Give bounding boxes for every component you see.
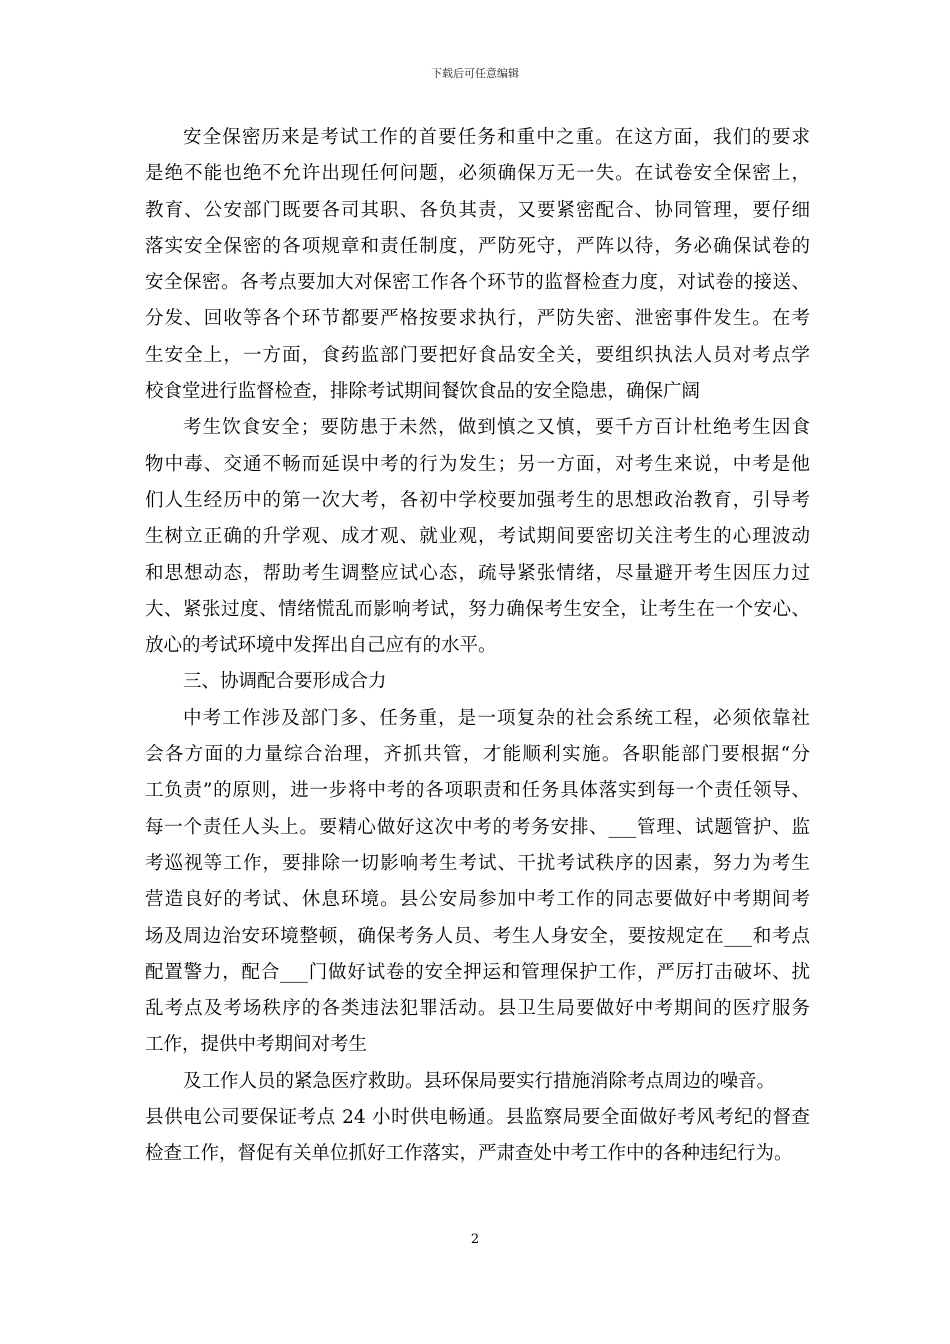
- text-line: 大、紧张过度、情绪慌乱而影响考试，努力确保考生安全，让考生在一个安心、: [145, 598, 810, 620]
- text-line: 教育、公安部门既要各司其职、各负其责，又要紧密配合、协同管理，要仔细: [145, 199, 810, 221]
- text-line: 放心的考试环境中发挥出自己应有的水平。: [145, 635, 497, 657]
- text-line: 考生饮食安全；要防患于未然，做到慎之又慎，要千方百计杜绝考生因食: [183, 417, 810, 439]
- text-line: 安全保密。各考点要加大对保密工作各个环节的监督检查力度，对试卷的接送、: [145, 272, 810, 294]
- text-line: 是绝不能也绝不允许出现任何问题，必须确保万无一失。在试卷安全保密上，: [145, 163, 810, 185]
- document-body: [145, 120, 810, 1173]
- paragraph-coordination: [145, 701, 810, 1064]
- text-line: 营造良好的考试、休息环境。县公安局参加中考工作的同志要做好中考期间考: [145, 889, 810, 911]
- heading-line: 三、协调配合要形成合力: [183, 671, 387, 693]
- paragraph-student-safety: [145, 410, 810, 664]
- paragraph-medical-services: [145, 1064, 810, 1173]
- text-line: 物中毒、交通不畅而延误中考的行为发生；另一方面，对考生来说，中考是他: [145, 453, 810, 475]
- text-line: 工负责”的原则，进一步将中考的各项职责和任务具体落实到每一个责任领导、: [145, 780, 810, 802]
- page-number: 2: [470, 1232, 480, 1247]
- text-line: 每一个责任人头上。要精心做好这次中考的考务安排、___管理、试题管护、监: [145, 816, 810, 838]
- section-heading: [145, 664, 810, 700]
- text-line: 县供电公司要保证考点 24 小时供电畅通。县监察局要全面做好考风考纪的督查: [145, 1107, 810, 1129]
- text-line: 校食堂进行监督检查，排除考试期间餐饮食品的安全隐患，确保广阔: [145, 381, 701, 403]
- text-line: 生安全上，一方面，食药监部门要把好食品安全关，要组织执法人员对考点学: [145, 344, 810, 366]
- text-line: 生树立正确的升学观、成才观、就业观，考试期间要密切关注考生的心理波动: [145, 526, 810, 548]
- text-line: 及工作人员的紧急医疗救助。县环保局要实行措施消除考点周边的噪音。: [183, 1070, 776, 1092]
- text-line: 中考工作涉及部门多、任务重，是一项复杂的社会系统工程，必须依靠社: [183, 707, 810, 729]
- text-line: 分发、回收等各个环节都要严格按要求执行，严防失密、泄密事件发生。在考: [145, 308, 810, 330]
- page-header: 下载后可任意编辑: [431, 67, 519, 80]
- text-line: 配置警力，配合___门做好试卷的安全押运和管理保护工作，严厉打击破坏、扰: [145, 961, 810, 983]
- text-line: 和思想动态，帮助考生调整应试心态，疏导紧张情绪，尽量避开考生因压力过: [145, 562, 810, 584]
- text-line: 工作，提供中考期间对考生: [145, 1034, 368, 1056]
- text-line: 检查工作，督促有关单位抓好工作落实，严肃查处中考工作中的各种违纪行为。: [145, 1143, 793, 1165]
- text-line: 落实安全保密的各项规章和责任制度，严防死守，严阵以待，务必确保试卷的: [145, 235, 810, 257]
- text-line: 考巡视等工作，要排除一切影响考生考试、干扰考试秩序的因素，努力为考生: [145, 852, 810, 874]
- text-line: 乱考点及考场秩序的各类违法犯罪活动。县卫生局要做好中考期间的医疗服务: [145, 998, 810, 1020]
- text-line: 场及周边治安环境整顿，确保考务人员、考生人身安全，要按规定在___和考点: [145, 925, 810, 947]
- text-line: 会各方面的力量综合治理，齐抓共管，才能顺利实施。各职能部门要根据“分: [145, 744, 810, 766]
- text-line: 安全保密历来是考试工作的首要任务和重中之重。在这方面，我们的要求: [183, 127, 810, 148]
- text-line: 们人生经历中的第一次大考，各初中学校要加强考生的思想政治教育，引导考: [145, 489, 810, 511]
- paragraph-exam-security: [145, 120, 810, 410]
